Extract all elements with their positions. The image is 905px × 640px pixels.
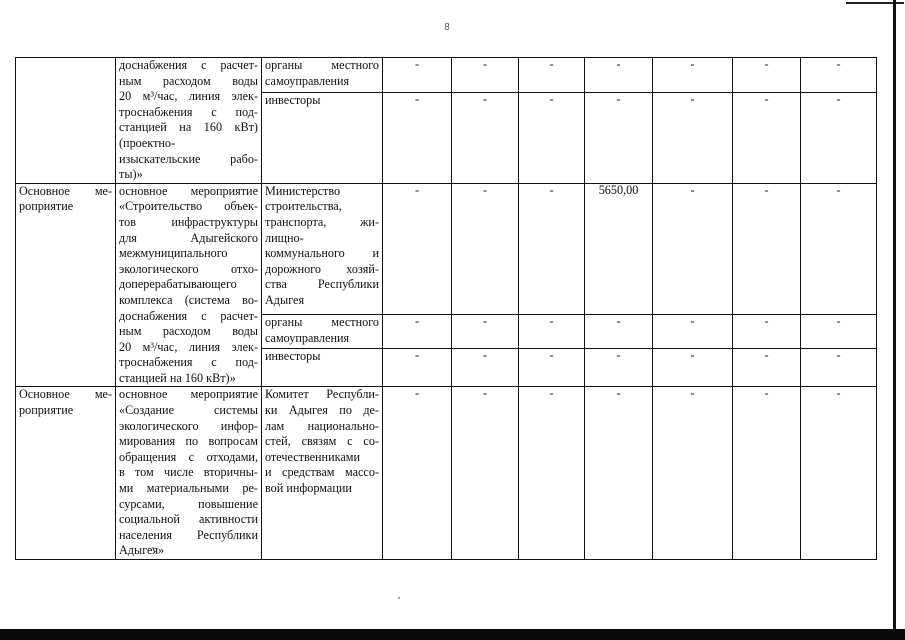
funding-value-cell bbox=[383, 348, 452, 387]
funding-value-cell bbox=[653, 387, 733, 560]
text-line: инвесторы bbox=[265, 348, 321, 363]
funding-value-cell bbox=[519, 92, 585, 183]
text-line: ным расходом воды bbox=[119, 73, 258, 88]
text-line: Министерство bbox=[265, 183, 341, 198]
funding-value-cell bbox=[653, 58, 733, 93]
text-line: экологического отхо- bbox=[119, 261, 258, 276]
funding-value-cell bbox=[519, 348, 585, 387]
funding-value-cell bbox=[801, 183, 877, 314]
funding-value: - bbox=[482, 57, 488, 71]
text-line: станцией на 160 кВт) bbox=[119, 120, 258, 135]
activity-description-cell bbox=[116, 387, 262, 560]
executor-cell bbox=[262, 387, 383, 560]
executor-cell bbox=[262, 348, 383, 387]
text-line: межмуниципального bbox=[119, 246, 228, 261]
funding-value: - bbox=[549, 92, 554, 106]
text-line: лам национально- bbox=[265, 418, 379, 433]
text-line: самоуправления bbox=[265, 73, 350, 88]
funding-value-cell bbox=[519, 387, 585, 560]
funding-value-cell bbox=[733, 183, 801, 314]
activity-type-cell bbox=[16, 387, 116, 560]
funding-value: - bbox=[690, 183, 695, 197]
executor-cell bbox=[262, 315, 383, 349]
funding-value: - bbox=[549, 386, 554, 401]
funding-value: - bbox=[549, 183, 554, 197]
funding-value: - bbox=[764, 183, 769, 197]
funding-value: - bbox=[482, 348, 488, 362]
funding-value-cell bbox=[452, 58, 519, 93]
text-line: комплекса (система во- bbox=[119, 292, 258, 307]
text-line: 20 м³/час, линия элек- bbox=[119, 89, 258, 104]
funding-value: - bbox=[616, 386, 621, 401]
funding-value: - bbox=[482, 386, 488, 401]
text-line: и средствам массо- bbox=[265, 465, 379, 480]
funding-value: - bbox=[482, 314, 488, 329]
funding-value: - bbox=[414, 183, 420, 197]
funding-value: - bbox=[690, 314, 695, 329]
funding-value: - bbox=[836, 183, 841, 197]
funding-value: - bbox=[836, 386, 841, 401]
text-line: самоуправления bbox=[265, 330, 350, 345]
funding-value: - bbox=[482, 92, 488, 106]
text-line: троснабжения с под- bbox=[119, 355, 258, 370]
text-line: (проектно- bbox=[119, 135, 176, 150]
funding-value-cell bbox=[383, 92, 452, 183]
funding-value-cell bbox=[801, 58, 877, 93]
scan-edge-right bbox=[893, 0, 896, 640]
text-line: Комитет Республи- bbox=[265, 387, 379, 402]
funding-value-cell bbox=[585, 92, 653, 183]
funding-value-cell bbox=[733, 387, 801, 560]
funding-value-cell bbox=[733, 92, 801, 183]
funding-value: - bbox=[836, 348, 841, 362]
program-activities-table bbox=[15, 57, 877, 560]
text-line: дорожного хозяй- bbox=[265, 261, 379, 276]
text-line: «Создание системы bbox=[119, 403, 258, 418]
funding-value-cell bbox=[801, 92, 877, 183]
funding-value: - bbox=[482, 183, 488, 197]
funding-value: - bbox=[690, 57, 695, 71]
text-line: доперерабатывающего bbox=[119, 277, 237, 292]
text-line: в том числе вторичны- bbox=[119, 465, 258, 480]
executor-cell bbox=[262, 58, 383, 93]
funding-value-cell bbox=[383, 58, 452, 93]
funding-value-cell bbox=[383, 315, 452, 349]
table-row bbox=[16, 183, 877, 314]
text-line: ты)» bbox=[119, 167, 143, 182]
text-line: коммунального и bbox=[265, 246, 379, 261]
text-line: стей, связям с со- bbox=[265, 434, 379, 449]
text-line: населения Республики bbox=[119, 527, 258, 542]
funding-value-cell bbox=[653, 183, 733, 314]
funding-value: - bbox=[764, 386, 769, 401]
activity-type-cell bbox=[16, 58, 116, 184]
funding-value-cell bbox=[383, 183, 452, 314]
text-line: для Адыгейского bbox=[119, 230, 258, 245]
text-line: сурсами, повышение bbox=[119, 496, 258, 511]
text-line: станцией на 160 кВт)» bbox=[119, 370, 236, 385]
text-line: ным расходом воды bbox=[119, 324, 258, 339]
text-line: 20 м³/час, линия элек- bbox=[119, 339, 258, 354]
funding-value-cell bbox=[733, 348, 801, 387]
funding-value: - bbox=[616, 348, 621, 362]
table-row bbox=[16, 58, 877, 93]
funding-value: - bbox=[549, 57, 554, 71]
text-line: Основное ме- bbox=[19, 387, 112, 402]
text-line: основное мероприятие bbox=[119, 183, 258, 198]
funding-value-cell bbox=[653, 92, 733, 183]
funding-value: - bbox=[616, 92, 621, 106]
funding-value: - bbox=[616, 314, 621, 329]
funding-value-cell bbox=[452, 183, 519, 314]
text-line: лищно- bbox=[265, 230, 304, 245]
executor-cell bbox=[262, 92, 383, 183]
funding-value: - bbox=[414, 386, 420, 401]
text-line: Адыгея bbox=[265, 292, 305, 307]
text-line: отечественниками bbox=[265, 449, 360, 464]
funding-value-cell bbox=[585, 58, 653, 93]
funding-value-cell bbox=[653, 348, 733, 387]
funding-value-cell bbox=[452, 315, 519, 349]
funding-value: - bbox=[764, 314, 769, 329]
funding-value-cell bbox=[585, 315, 653, 349]
page-number: 8 bbox=[444, 22, 450, 33]
funding-value: - bbox=[764, 348, 769, 362]
text-line: доснабжения с расчет- bbox=[119, 58, 258, 72]
activity-type-cell bbox=[16, 183, 116, 387]
text-line: обращения с отходами, bbox=[119, 449, 258, 464]
text-line: строительства, bbox=[265, 199, 342, 214]
funding-value-cell bbox=[653, 315, 733, 349]
text-line: роприятие bbox=[19, 403, 74, 418]
funding-value-cell bbox=[519, 183, 585, 314]
funding-value: - bbox=[836, 314, 841, 329]
text-line: экологического инфор- bbox=[119, 418, 258, 433]
funding-value-cell bbox=[585, 348, 653, 387]
scan-edge-bottom bbox=[0, 629, 905, 640]
activity-description-cell bbox=[116, 183, 262, 387]
funding-value-cell bbox=[452, 348, 519, 387]
funding-value: - bbox=[764, 92, 769, 106]
text-line: социальной активности bbox=[119, 512, 258, 527]
funding-value-cell bbox=[801, 387, 877, 560]
funding-value: - bbox=[414, 57, 420, 71]
executor-cell bbox=[262, 183, 383, 314]
text-line: транспорта, жи- bbox=[265, 214, 379, 229]
funding-value: - bbox=[690, 386, 695, 401]
text-line: доснабжения с расчет- bbox=[119, 308, 258, 323]
funding-value: - bbox=[690, 92, 695, 106]
text-line: органы местного bbox=[265, 58, 379, 72]
text-line: мирования по вопросам bbox=[119, 434, 258, 449]
funding-value-cell bbox=[452, 387, 519, 560]
text-line: ми материальными ре- bbox=[119, 481, 258, 496]
funding-value: - bbox=[836, 57, 841, 71]
text-line: вой информации bbox=[265, 481, 352, 496]
funding-value: - bbox=[549, 348, 554, 362]
text-line: основное мероприятие bbox=[119, 387, 258, 402]
text-line: Основное ме- bbox=[19, 183, 112, 198]
funding-value: 5650,00 bbox=[598, 183, 639, 197]
funding-value-cell bbox=[383, 387, 452, 560]
text-line: изыскательские рабо- bbox=[119, 151, 258, 166]
text-line: троснабжения с под- bbox=[119, 104, 258, 119]
text-line: ки Адыгея по де- bbox=[265, 403, 379, 418]
funding-value: - bbox=[414, 348, 420, 362]
text-line: Адыгея» bbox=[119, 543, 165, 558]
scan-speck bbox=[398, 597, 400, 599]
funding-value-cell bbox=[585, 387, 653, 560]
funding-value-cell bbox=[519, 315, 585, 349]
funding-value-cell bbox=[733, 315, 801, 349]
text-line: тов инфраструктуры bbox=[119, 214, 258, 229]
text-line: инвесторы bbox=[265, 92, 321, 107]
funding-value: - bbox=[549, 314, 554, 329]
funding-value-cell bbox=[733, 58, 801, 93]
table-row bbox=[16, 387, 877, 560]
funding-value: - bbox=[836, 92, 841, 106]
funding-value: - bbox=[414, 314, 420, 329]
funding-value-cell bbox=[452, 92, 519, 183]
funding-value-cell bbox=[585, 183, 653, 314]
funding-value: - bbox=[690, 348, 695, 362]
text-line: органы местного bbox=[265, 315, 379, 330]
text-line: роприятие bbox=[19, 199, 74, 214]
text-line: «Строительство объек- bbox=[119, 199, 258, 214]
activity-description-cell bbox=[116, 58, 262, 184]
funding-value-cell bbox=[801, 348, 877, 387]
funding-value: - bbox=[414, 92, 420, 106]
funding-value: - bbox=[764, 57, 769, 71]
text-line: ства Республики bbox=[265, 277, 379, 292]
funding-value-cell bbox=[519, 58, 585, 93]
funding-value: - bbox=[616, 57, 621, 71]
funding-value-cell bbox=[801, 315, 877, 349]
